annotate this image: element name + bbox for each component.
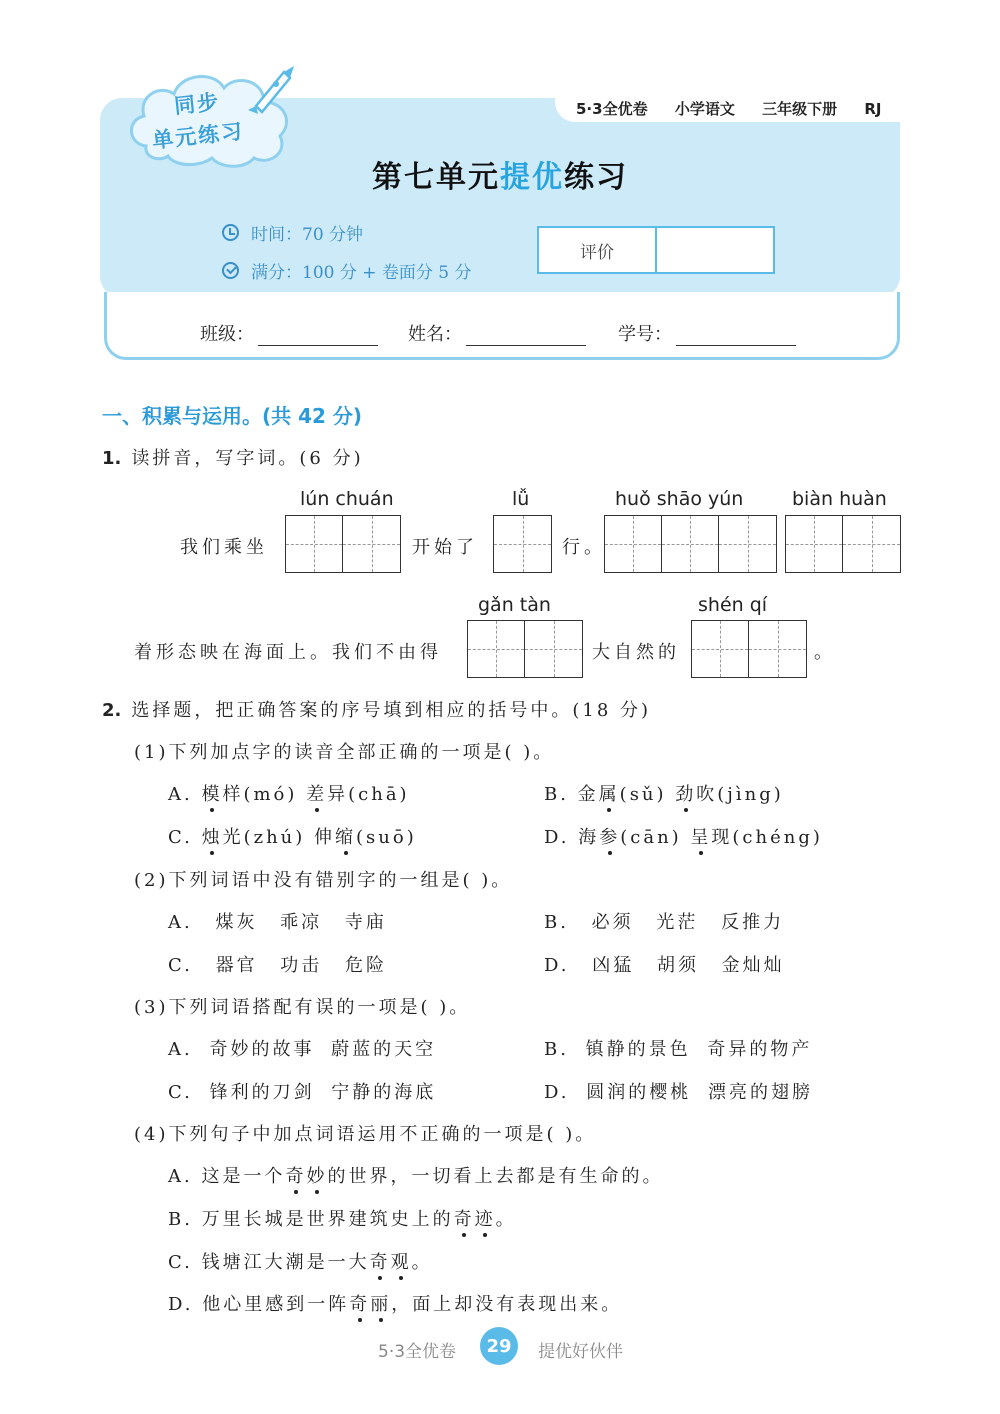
- title-highlight: 提优: [500, 160, 564, 195]
- answer-grid-1[interactable]: [285, 515, 401, 573]
- sub1-option-c[interactable]: C. 烛光(zhú) 伸缩(suō): [168, 823, 417, 849]
- sub2-option-a[interactable]: A. 煤灰 乖凉 寺庙: [168, 912, 387, 933]
- title-post: 练习: [564, 160, 628, 195]
- answer-grid-3[interactable]: [604, 515, 777, 573]
- sub2-option-c[interactable]: C. 器官 功击 危险: [168, 955, 388, 976]
- pinyin-6: shén qí: [698, 594, 768, 616]
- sub-question-4: (4)下列句子中加点词语运用不正确的一项是( )。: [134, 1124, 597, 1145]
- time-text: 时间：70 分钟: [251, 225, 364, 245]
- page-title: [0, 152, 1000, 196]
- sub2-option-d[interactable]: D. 凶猛 胡须 金灿灿: [544, 955, 785, 976]
- series-edition: RJ: [864, 100, 882, 118]
- question-1-number: 1.: [102, 448, 122, 469]
- footer-slogan: 提优好伙伴: [538, 1342, 623, 1362]
- class-field: [200, 320, 378, 346]
- sub1-option-a[interactable]: A. 模样(mó) 差异(chā): [168, 780, 410, 806]
- pinyin-2: lǚ: [512, 488, 530, 510]
- sub4-option-d[interactable]: D. 他心里感到一阵奇丽，面上却没有表现出来。: [168, 1290, 622, 1316]
- sub2-option-b[interactable]: B. 必须 光茫 反推力: [544, 912, 785, 933]
- name-input[interactable]: [466, 324, 586, 346]
- sentence-1-part-c: 行。: [562, 537, 606, 558]
- series-grade: 三年级下册: [762, 100, 838, 118]
- sub-question-3: (3)下列词语搭配有误的一项是( )。: [134, 997, 471, 1018]
- section-heading: 一、积累与运用。(共 42 分): [102, 404, 363, 428]
- pinyin-3: huǒ shāo yún: [615, 488, 744, 510]
- answer-grid-2[interactable]: [493, 515, 552, 573]
- evaluation-label: 评价: [539, 228, 657, 272]
- answer-grid-6[interactable]: [691, 620, 807, 678]
- time-info: [222, 220, 363, 245]
- question-1-text: 读拼音，写字词。(6 分): [131, 448, 364, 469]
- student-id-input[interactable]: [676, 324, 796, 346]
- series-info: [576, 98, 897, 119]
- score-info: [222, 258, 472, 283]
- check-icon: [222, 262, 239, 279]
- evaluation-field[interactable]: [657, 228, 773, 272]
- sentence-1-part-a: 我们乘坐: [180, 537, 268, 558]
- sentence-2-part-b: 大自然的: [592, 642, 680, 663]
- page-number: 29: [480, 1327, 518, 1365]
- sub-question-1: (1)下列加点字的读音全部正确的一项是( )。: [134, 742, 555, 763]
- sub1-option-d[interactable]: D. 海参(cān) 呈现(chéng): [544, 823, 823, 849]
- question-1: [102, 444, 364, 470]
- question-2-text: 选择题，把正确答案的序号填到相应的括号中。(18 分): [131, 700, 652, 721]
- sub4-option-c[interactable]: C. 钱塘江大潮是一大奇观。: [168, 1248, 433, 1274]
- pinyin-5: gǎn tàn: [478, 594, 551, 616]
- class-label: 班级：: [200, 324, 254, 345]
- series-subject: 小学语文: [674, 100, 735, 118]
- name-field: [408, 320, 586, 346]
- sentence-2-part-a: 着形态映在海面上。我们不由得: [134, 642, 442, 663]
- question-2: [102, 696, 651, 722]
- student-id-label: 学号：: [618, 324, 672, 345]
- sentence-2-part-c: 。: [814, 642, 836, 663]
- pinyin-4: biàn huàn: [792, 488, 887, 510]
- sub-question-2: (2)下列词语中没有错别字的一组是( )。: [134, 870, 513, 891]
- badge-line1: 同步: [172, 89, 222, 119]
- sub3-option-b[interactable]: B. 镇静的景色 奇异的物产: [544, 1039, 813, 1060]
- name-label: 姓名：: [408, 324, 462, 345]
- evaluation-box: [537, 226, 775, 274]
- class-input[interactable]: [258, 324, 378, 346]
- sub1-option-b[interactable]: B. 金属(sǔ) 劲吹(jìng): [544, 780, 784, 806]
- badge-line2: 单元练习: [151, 119, 246, 153]
- question-2-number: 2.: [102, 700, 122, 721]
- series-name: 5·3全优卷: [576, 100, 648, 118]
- clock-icon: [222, 224, 239, 241]
- sub3-option-a[interactable]: A. 奇妙的故事 蔚蓝的天空: [168, 1039, 437, 1060]
- footer-series: 5·3全优卷: [378, 1342, 457, 1362]
- student-id-field: [618, 320, 796, 346]
- sub4-option-b[interactable]: B. 万里长城是世界建筑史上的奇迹。: [168, 1205, 517, 1231]
- sentence-1-part-b: 开始了: [412, 537, 478, 558]
- pinyin-1: lún chuán: [300, 488, 394, 510]
- title-pre: 第七单元: [372, 160, 500, 195]
- sub3-option-c[interactable]: C. 锋利的刀剑 宁静的海底: [168, 1082, 437, 1103]
- sub4-option-a[interactable]: A. 这是一个奇妙的世界，一切看上去都是有生命的。: [168, 1162, 663, 1188]
- sub3-option-d[interactable]: D. 圆润的樱桃 漂亮的翅膀: [544, 1082, 813, 1103]
- answer-grid-4[interactable]: [785, 515, 901, 573]
- answer-grid-5[interactable]: [467, 620, 583, 678]
- score-text: 满分：100 分 + 卷面分 5 分: [251, 263, 472, 283]
